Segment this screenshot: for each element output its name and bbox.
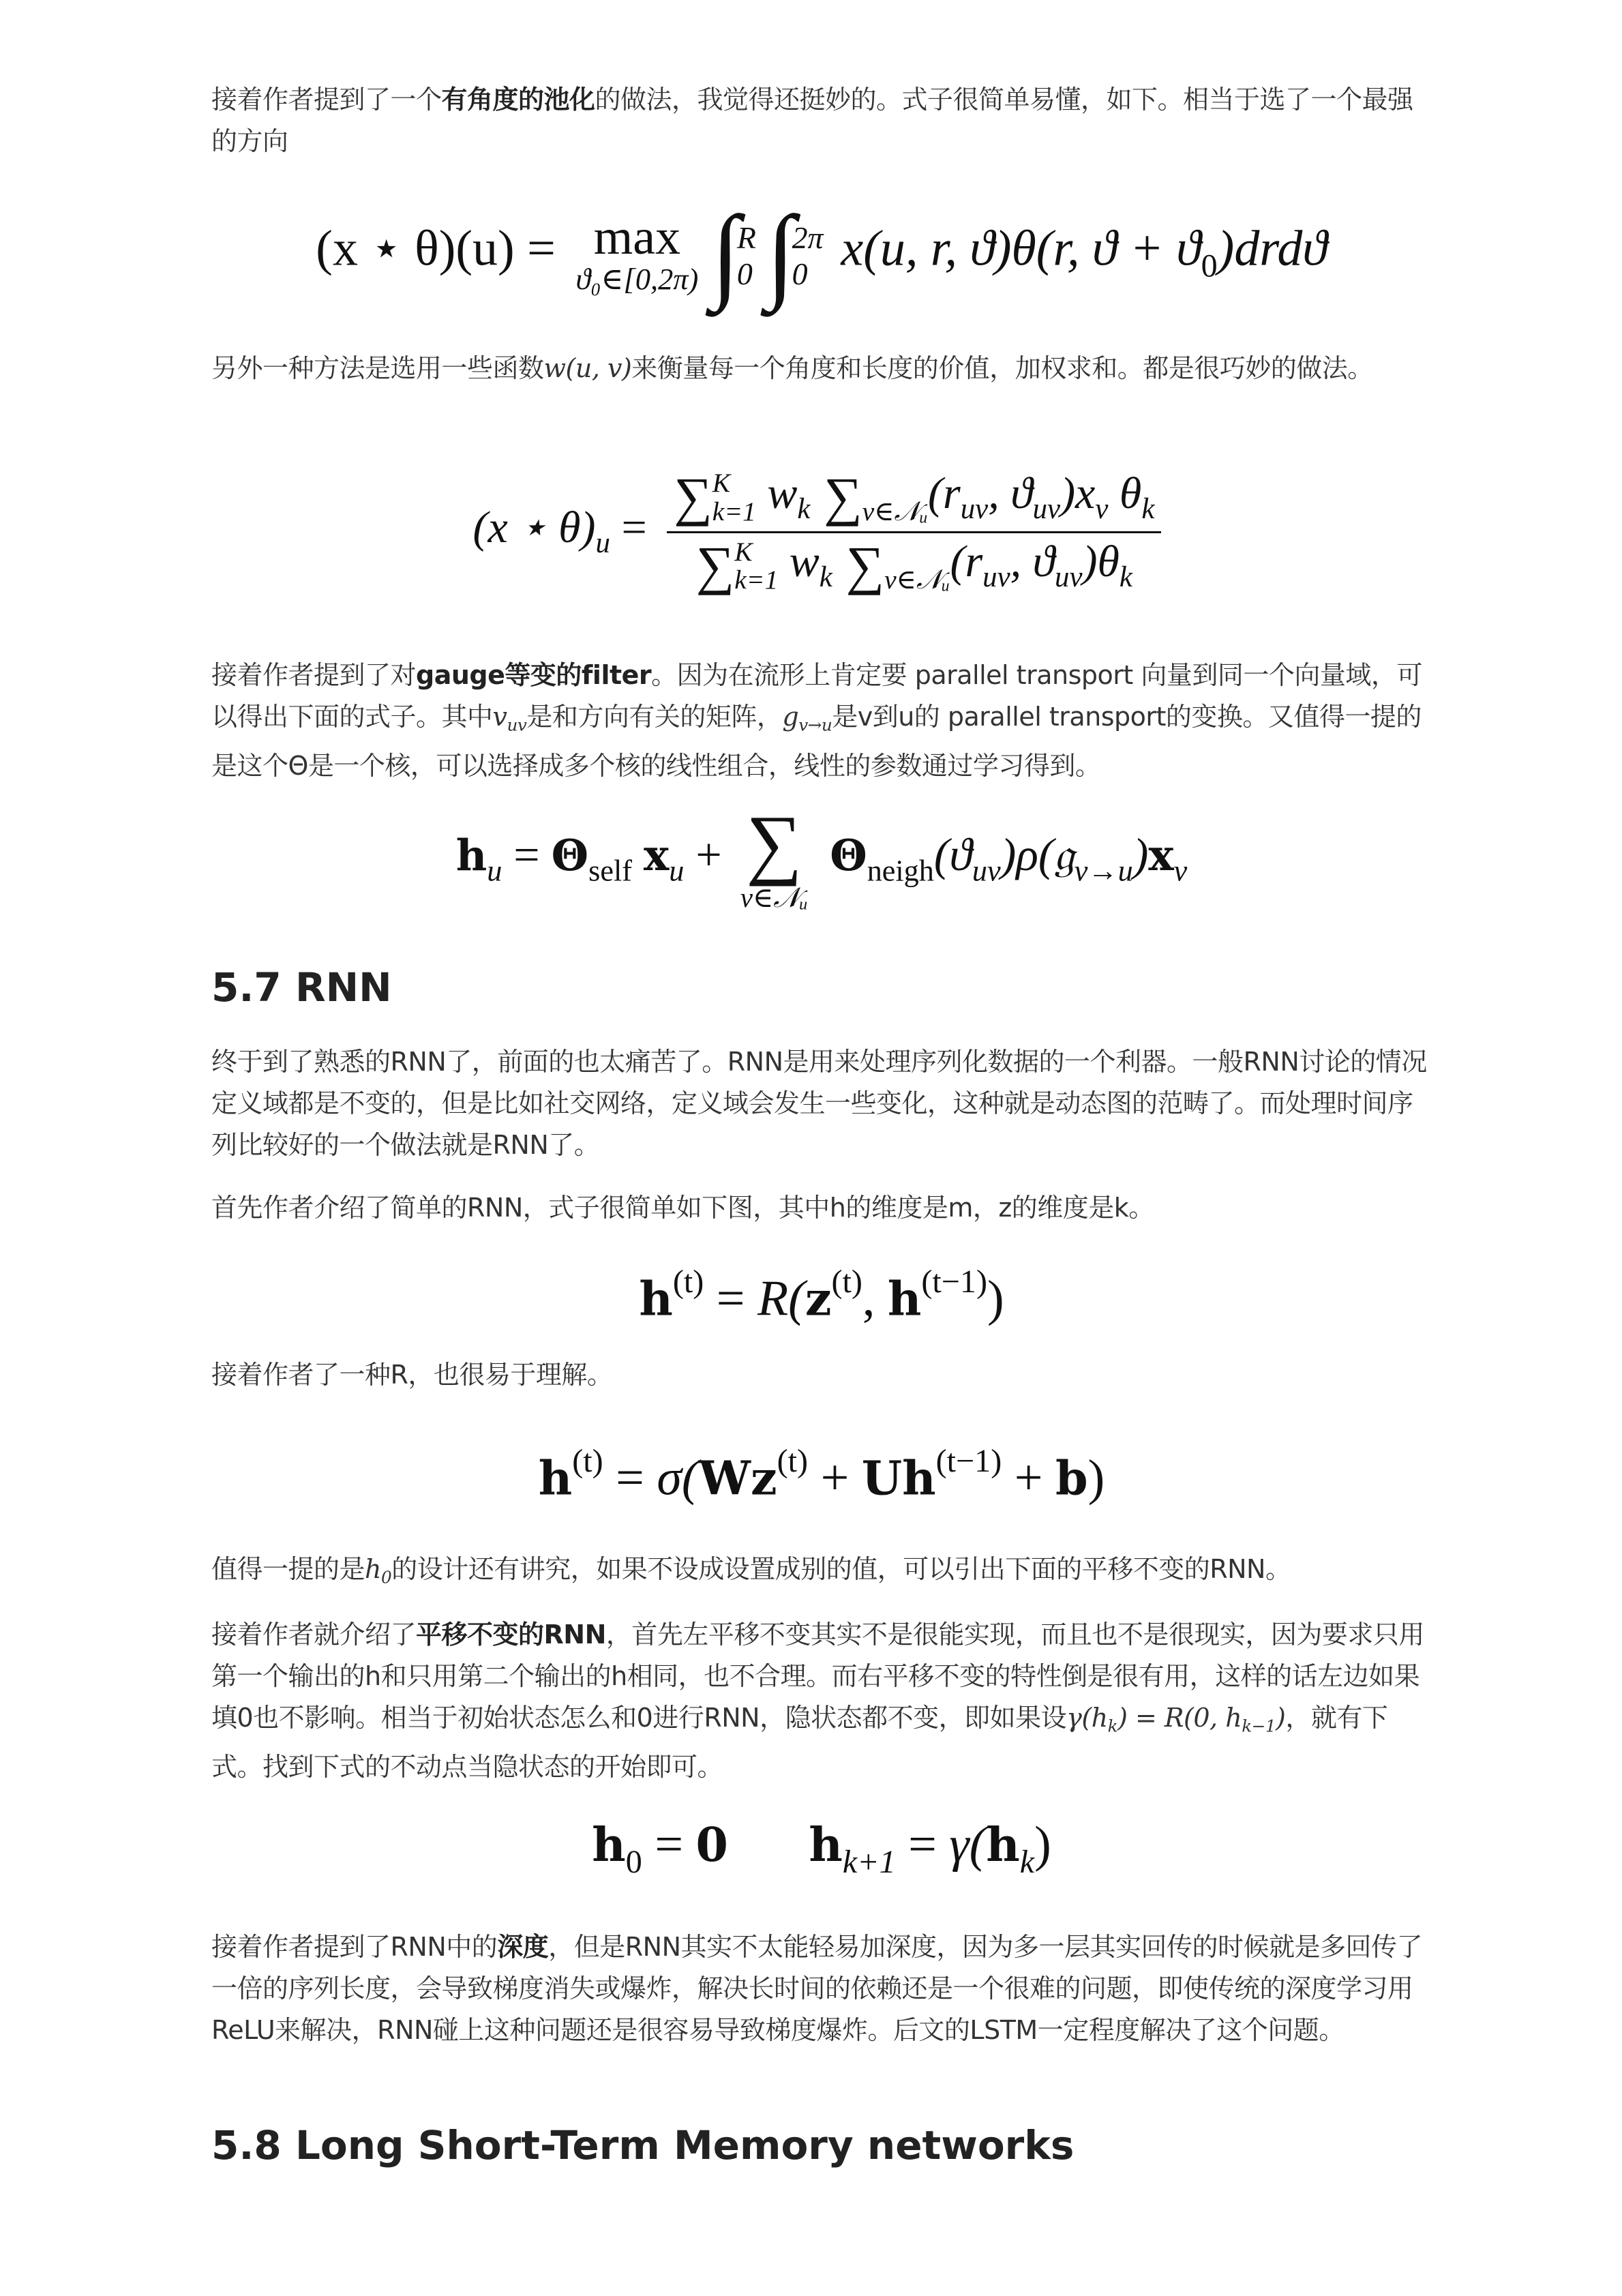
- math-token: 0: [695, 1817, 728, 1873]
- text-run: 接着作者提到了对: [211, 660, 417, 690]
- math-operator: [575, 209, 699, 296]
- math-token: θ: [1108, 468, 1142, 518]
- math-token: +: [1002, 1450, 1055, 1506]
- math-group: [639, 1263, 1004, 1328]
- text-run: 接着作者就介绍了: [211, 1620, 417, 1650]
- math-token: )x: [1060, 468, 1096, 518]
- math-fraction: [667, 466, 1161, 597]
- text-run: 值得一提的是: [211, 1554, 365, 1584]
- equation-gauge-filter: [211, 791, 1432, 927]
- bold-text: 有角度的池化: [441, 85, 595, 115]
- math-token: h: [809, 1817, 843, 1873]
- paragraph-weighting-function: [211, 348, 1432, 389]
- upper-limit: K: [712, 468, 731, 498]
- paragraph-simple-rnn: [211, 1187, 1432, 1229]
- math-token: u: [669, 854, 685, 888]
- equation-angular-max-pooling: [211, 185, 1432, 322]
- math-token: k: [1019, 1843, 1035, 1880]
- math-token: , ϑ: [1010, 537, 1055, 587]
- math-token: w: [778, 537, 820, 587]
- math-token: (ϑ: [933, 828, 972, 880]
- text-run: 的做法，我觉得还挺妙的。式子很简单易懂，如下。相当于选了一个最强的方向: [211, 85, 1413, 156]
- math-token: v→u: [1074, 854, 1133, 888]
- paragraph-rnn-intro: [211, 1041, 1432, 1166]
- math-token: (t): [572, 1443, 603, 1480]
- math-token: ): [1087, 1450, 1105, 1506]
- paragraph-r-form: [211, 1354, 1432, 1396]
- math-group: [539, 1442, 1105, 1508]
- math-group: [316, 194, 1327, 312]
- integral-limits: [792, 220, 824, 291]
- math-token: ): [1132, 828, 1149, 880]
- inline-math: g: [782, 702, 799, 732]
- math-token: uv: [1032, 492, 1061, 525]
- text-run: ，就有下式。找到下式的不动点当隐状态的开始即可。: [211, 1703, 1388, 1783]
- inline-sum: [674, 466, 756, 528]
- math-token: k: [1141, 492, 1155, 525]
- math-token: 0: [625, 1843, 642, 1880]
- inline-math: ) = R(0, h: [1117, 1703, 1242, 1733]
- inline-math: ): [1276, 1703, 1286, 1733]
- math-token: (x ⋆ θ): [472, 503, 596, 553]
- text-run: 接着作者提到了RNN中的: [211, 1932, 498, 1962]
- sum-symbol: ∑: [845, 535, 885, 596]
- sum-limits: [712, 469, 756, 526]
- integral-symbol: ∫: [766, 194, 796, 312]
- paragraph-shift-invariant-rnn: [211, 1614, 1432, 1788]
- text-run: 终于到了熟悉的RNN了，前面的也太痛苦了。RNN是用来处理序列化数据的一个利器。一般RNN讨论的情况定义域都是不变的，但是比如社交网络，定义域会发生一些变化，这种就是动态图的范畴了。而处理时间序列比较好的一个做法就是RNN了。: [211, 1047, 1427, 1160]
- upper-limit: [884, 538, 950, 567]
- math-token: uv: [972, 854, 1001, 888]
- bold-text: gauge等变的filter: [416, 660, 652, 690]
- math-token: b: [1055, 1451, 1088, 1506]
- math-token: uv: [1055, 561, 1083, 594]
- math-token: ,: [862, 1270, 888, 1327]
- paragraph-rnn-depth: [211, 1926, 1432, 2051]
- text-run: ，但是RNN其实不太能轻易加深度，因为多一层其实回传的时候就是多回传了一倍的序列长度，会导致梯度消失或爆炸，解决长时间的依赖还是一个很难的问题，即使传统的深度学习用ReLU来解决，RNN碰上这种问题还是很容易导致梯度爆炸。后文的LSTM一定程度解决了这个问题。: [211, 1932, 1423, 2045]
- lower-limit: k=1: [734, 565, 779, 595]
- math-token: k: [1119, 561, 1132, 594]
- lower-limit: v∈𝒩ᵤ: [884, 565, 950, 595]
- math-token: uv: [982, 561, 1010, 594]
- inline-math: v: [492, 702, 507, 732]
- math-token: , ϑ: [988, 468, 1033, 518]
- math-token: w: [755, 468, 798, 518]
- sum-symbol: ∑: [824, 467, 862, 528]
- upper-limit: [862, 469, 928, 498]
- math-token: h: [538, 1451, 573, 1506]
- text-run: ，首先左平移不变其实不是很能实现，而且也不是很现实，因为要求只用第一个输出的h和只用第二个输出的h相同，也不合理。而右平移不变的特性倒是很有用，这样的话左边如果填0也不影响。相当于初始状态怎么和0进行RNN，隐状态都不变，即如果设: [211, 1620, 1424, 1733]
- upper-limit: R: [736, 220, 756, 255]
- math-token: (r: [950, 537, 983, 587]
- math-token: k: [797, 492, 811, 525]
- operator-limit: ϑ₀∈[0,2π): [575, 261, 699, 296]
- math-token: v: [1173, 854, 1188, 888]
- math-token: uv: [960, 492, 989, 525]
- math-token: +: [684, 828, 734, 880]
- inline-math: γ(h: [1066, 1703, 1108, 1733]
- inline-math: w(u, v): [543, 353, 632, 383]
- math-token: (t): [672, 1264, 704, 1300]
- math-token: u: [487, 854, 502, 888]
- inline-sum: [824, 466, 928, 528]
- math-token: =: [642, 1816, 696, 1873]
- operator-symbol: max: [593, 209, 681, 265]
- math-token: (t−1): [935, 1443, 1002, 1480]
- fraction-numerator: [667, 466, 1161, 533]
- math-token: =: [895, 1816, 950, 1873]
- lower-limit: k=1: [712, 496, 756, 526]
- math-group: [674, 467, 1155, 528]
- math-token: +: [808, 1450, 862, 1506]
- sum-symbol: ∑: [695, 535, 735, 596]
- text-run: 接着作者了一种R，也很易于理解。: [211, 1360, 613, 1390]
- math-token: ): [987, 1270, 1004, 1327]
- text-run: 。因为在流形上肯定要 parallel transport 向量到同一个向量域，可以得出下面的式子。其中: [211, 660, 1422, 732]
- math-token: Θ: [815, 829, 867, 880]
- lower-limit: 0: [792, 256, 808, 291]
- math-token: v: [1095, 492, 1109, 525]
- math-token: γ(: [949, 1816, 987, 1873]
- math-token: )ρ(𝔤: [1000, 828, 1075, 880]
- math-token: x(u, r, ϑ)θ(r, ϑ + ϑ: [828, 220, 1201, 277]
- math-token: )drdϑ: [1217, 220, 1327, 277]
- equation-rnn-recurrence: [211, 1255, 1432, 1337]
- math-token: self: [588, 854, 632, 888]
- bold-text: 深度: [497, 1932, 549, 1962]
- inline-math: k: [1107, 1716, 1118, 1736]
- math-token: z: [805, 1272, 832, 1327]
- math-operator: [740, 799, 809, 914]
- integral: [710, 194, 756, 312]
- paragraph-angular-pooling: [211, 79, 1432, 162]
- math-token: =: [704, 1270, 757, 1327]
- math-group: [592, 1816, 1051, 1881]
- sum-limits: [862, 469, 928, 526]
- sum-limits: [884, 538, 950, 595]
- text-run: 首先作者介绍了简单的RNN，式子很简单如下图，其中h的维度是m，z的维度是k。: [211, 1193, 1154, 1223]
- math-token: σ(: [657, 1450, 699, 1506]
- math-token: R(: [757, 1270, 805, 1327]
- math-token: k: [819, 561, 832, 594]
- equation-fixed-point: [211, 1807, 1432, 1889]
- text-run: 接着作者提到了一个: [211, 85, 442, 115]
- text-run: 是和方向有关的矩阵，: [526, 702, 783, 732]
- math-token: Θ: [551, 829, 589, 880]
- math-token: (x ⋆ θ)(u) =: [316, 220, 569, 277]
- math-token: h: [455, 829, 487, 880]
- text-run: 的设计还有讲究，如果不设成设置成别的值，可以引出下面的平移不变的RNN。: [391, 1554, 1291, 1584]
- math-token: (t): [777, 1443, 809, 1480]
- inline-math: h: [365, 1554, 381, 1584]
- text-run: 另外一种方法是选用一些函数: [211, 353, 544, 383]
- inline-math: uv: [507, 715, 527, 735]
- heading-5-7-rnn: 5.7 RNN: [211, 964, 392, 1011]
- sum-limits: [734, 538, 778, 595]
- inline-sum: [696, 535, 779, 597]
- equation-rnn-sigma: [211, 1434, 1432, 1516]
- integral-limits: [736, 220, 756, 291]
- inline-math: k−1: [1242, 1716, 1276, 1736]
- paragraph-h0-design: [211, 1549, 1432, 1598]
- math-token: h: [639, 1272, 673, 1327]
- math-token: x: [1148, 829, 1174, 880]
- math-token: Wz: [698, 1451, 777, 1506]
- math-token: 0: [1201, 248, 1218, 284]
- math-token: u: [595, 527, 610, 560]
- operator-symbol: ∑: [746, 799, 802, 887]
- math-token: (t): [831, 1264, 862, 1300]
- fraction-denominator: [689, 533, 1139, 597]
- integral: [766, 194, 824, 312]
- text-run: 来衡量每一个角度和长度的价值，加权求和。都是很巧妙的做法。: [631, 353, 1373, 383]
- math-token: (t−1): [921, 1264, 987, 1300]
- math-token: =: [610, 503, 659, 553]
- upper-limit: K: [734, 536, 753, 567]
- text-run: 是v到u的 parallel transport的变换。又值得一提的是这个Θ是一个核，可以选择成多个核的线性组合，线性的参数通过学习得到。: [211, 702, 1422, 781]
- math-token: h: [592, 1817, 626, 1873]
- math-token: neigh: [867, 854, 934, 888]
- inline-math: 0: [381, 1567, 392, 1587]
- math-token: k+1: [842, 1843, 896, 1880]
- math-token: h: [986, 1817, 1020, 1873]
- math-token: [632, 829, 644, 880]
- math-token: h: [887, 1272, 922, 1327]
- inline-sum: [846, 535, 950, 597]
- math-group: [695, 535, 1132, 596]
- math-token: =: [502, 828, 552, 880]
- math-token: )θ: [1082, 537, 1120, 587]
- math-token: =: [603, 1450, 657, 1506]
- upper-limit: 2π: [792, 220, 824, 255]
- math-token: (r: [928, 468, 961, 518]
- paragraph-gauge-equivariant-filter: [211, 655, 1432, 787]
- math-token: Uh: [861, 1451, 936, 1506]
- math-token: ): [1034, 1816, 1051, 1873]
- math-group: [455, 799, 1188, 914]
- integral-symbol: ∫: [710, 194, 740, 312]
- math-token: x: [643, 829, 670, 880]
- inline-math: v→u: [798, 715, 832, 735]
- lower-limit: v∈𝒩ᵤ: [862, 496, 929, 526]
- equation-weighted-sum: [211, 450, 1432, 614]
- sum-symbol: ∑: [674, 467, 712, 528]
- math-group: [473, 466, 1171, 597]
- operator-limit: v∈𝒩ᵤ: [740, 882, 809, 914]
- bold-text: 平移不变的RNN: [416, 1620, 606, 1650]
- lower-limit: 0: [736, 256, 753, 291]
- heading-5-8-lstm: 5.8 Long Short-Term Memory networks: [211, 2122, 1075, 2168]
